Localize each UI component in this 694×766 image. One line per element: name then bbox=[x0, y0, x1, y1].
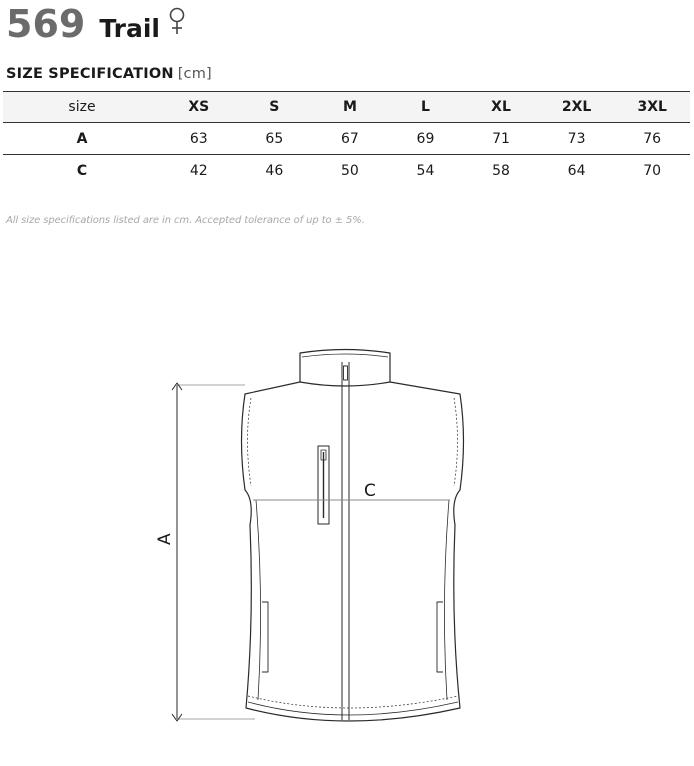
table-cell: 50 bbox=[340, 162, 359, 179]
size-specification-title bbox=[6, 66, 212, 82]
size-header-cell: 2XL bbox=[539, 92, 615, 123]
table-cell: 54 bbox=[416, 162, 435, 179]
female-symbol-icon bbox=[168, 7, 186, 37]
table-cell: 58 bbox=[492, 162, 510, 179]
table-row bbox=[3, 155, 690, 187]
tolerance-note: All size specifications listed are in cm. Accepted tolerance of up to ± 5%. bbox=[6, 215, 365, 226]
size-table bbox=[3, 91, 690, 186]
product-header bbox=[6, 2, 186, 48]
softshell-vest-icon bbox=[150, 340, 480, 740]
table-cell: 65 bbox=[237, 123, 313, 155]
product-name: Trail bbox=[99, 14, 160, 43]
row-label: A bbox=[3, 123, 161, 155]
table-cell: 46 bbox=[265, 162, 284, 179]
size-header-cell: S bbox=[237, 92, 313, 123]
table-cell: 69 bbox=[388, 123, 464, 155]
size-header-row bbox=[3, 92, 690, 123]
measurement-label-c: C bbox=[364, 481, 376, 501]
table-cell: 63 bbox=[161, 123, 237, 155]
table-cell: 71 bbox=[463, 123, 539, 155]
size-header-cell: M bbox=[312, 92, 388, 123]
table-cell: 64 bbox=[567, 162, 586, 179]
table-cell: 67 bbox=[312, 123, 388, 155]
spec-title-text: SIZE SPECIFICATION bbox=[6, 66, 174, 82]
table-row bbox=[3, 123, 690, 155]
table-cell: 42 bbox=[189, 162, 208, 179]
row-label: C bbox=[76, 162, 88, 179]
size-corner-label: size bbox=[3, 92, 161, 123]
table-cell: 73 bbox=[539, 123, 615, 155]
size-header-cell: L bbox=[388, 92, 464, 123]
size-header-cell: XL bbox=[463, 92, 539, 123]
spec-unit: [cm] bbox=[177, 66, 212, 82]
measurement-label-a: A bbox=[155, 533, 175, 545]
size-header-cell: XS bbox=[161, 92, 237, 123]
product-code: 569 bbox=[6, 2, 86, 46]
size-header-cell: 3XL bbox=[614, 92, 690, 123]
table-cell: 76 bbox=[614, 123, 690, 155]
table-cell: 70 bbox=[643, 162, 662, 179]
